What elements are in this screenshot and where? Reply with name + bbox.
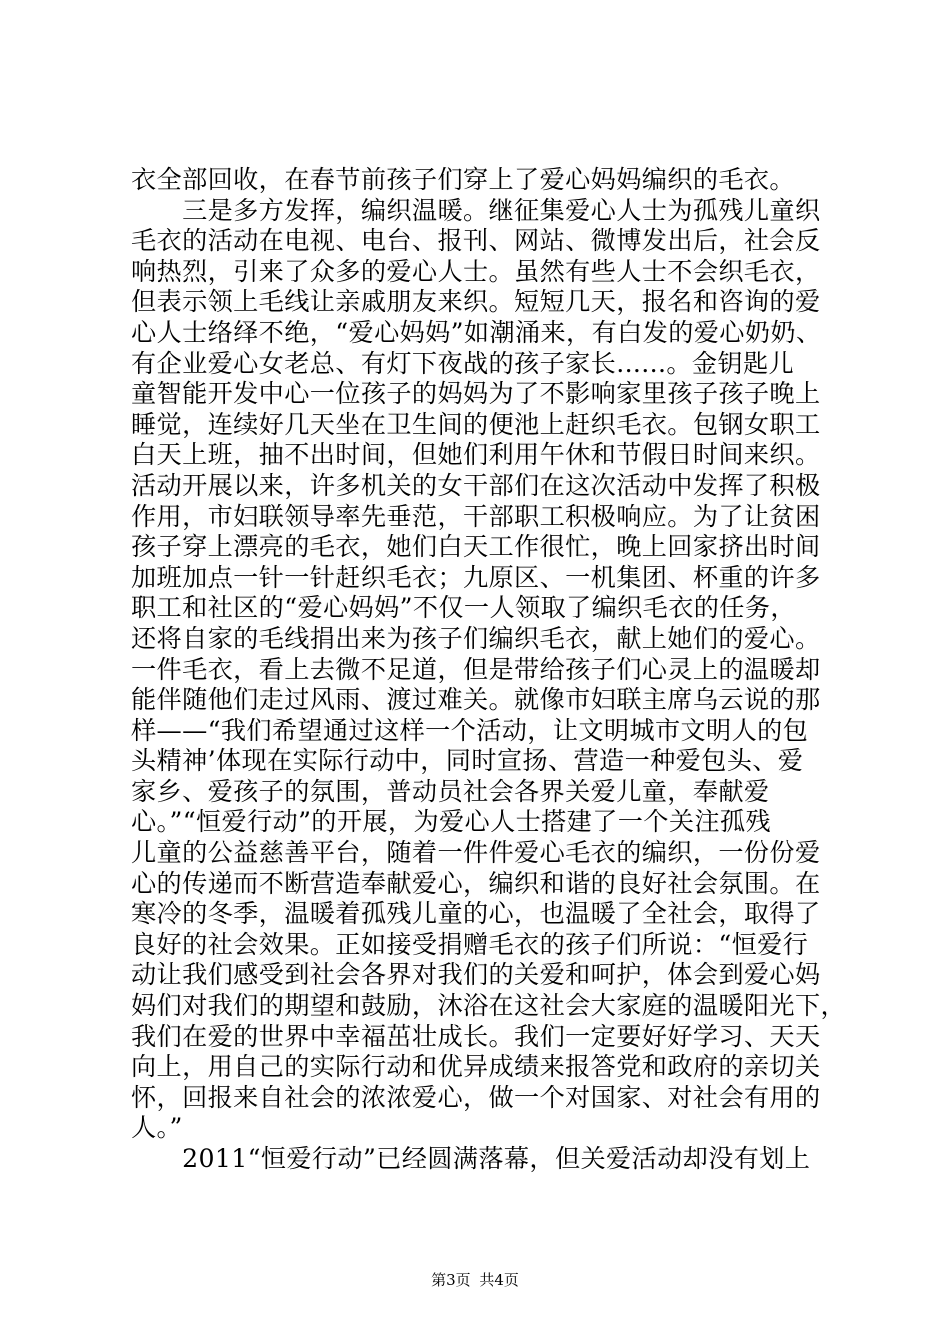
text-line: 能伴随他们走过风雨、渡过难关。就像市妇联主席乌云说的那 bbox=[131, 685, 821, 715]
text-line: 童智能开发中心一位孩子的妈妈为了不影响家里孩子孩子晚上 bbox=[131, 379, 821, 409]
text-line: 儿童的公益慈善平台，随着一件件爱心毛衣的编织，一份份爱 bbox=[131, 838, 821, 868]
text-line: 还将自家的毛线捐出来为孩子们编织毛衣，献上她们的爱心。 bbox=[131, 623, 821, 653]
text-line: 有企业爱心女老总、有灯下夜战的孩子家长......。金钥匙儿 bbox=[131, 348, 795, 378]
text-line: 2011“恒爱行动”已经圆满落幕，但关爱活动却没有划上 bbox=[131, 1144, 811, 1173]
text-line: 头精神’体现在实际行动中，同时宣扬、营造一种爱包头、爱 bbox=[131, 746, 804, 776]
text-line: 动让我们感受到社会各界对我们的关爱和呵护，体会到爱心妈 bbox=[131, 960, 821, 990]
text-line: 心人士络绎不绝，“爱心妈妈”如潮涌来，有白发的爱心奶奶、 bbox=[131, 317, 822, 347]
text-line: 样——“我们希望通过这样一个活动，让文明城市文明人的包 bbox=[131, 715, 809, 745]
page-footer bbox=[0, 1270, 950, 1290]
text-line: 响热烈，引来了众多的爱心人士。虽然有些人士不会织毛衣， bbox=[131, 256, 821, 286]
text-line: 心。”“恒爱行动”的开展，为爱心人士搭建了一个关注孤残 bbox=[131, 807, 771, 837]
text-line: 妈们对我们的期望和鼓励，沐浴在这社会大家庭的温暖阳光下， bbox=[131, 991, 847, 1021]
text-line: 职工和社区的“爱心妈妈”不仅一人领取了编织毛衣的任务， bbox=[131, 593, 796, 623]
text-line: 我们在爱的世界中幸福茁壮成长。我们一定要好好学习、天天 bbox=[131, 1021, 821, 1051]
text-line: 白天上班，抽不出时间，但她们利用午休和节假日时间来织。 bbox=[131, 440, 821, 470]
text-line: 向上，用自己的实际行动和优异成绩来报答党和政府的亲切关 bbox=[131, 1052, 821, 1082]
body-text bbox=[131, 165, 847, 1175]
page-number: 第3页 bbox=[431, 1271, 471, 1289]
text-line: 衣全部回收，在春节前孩子们穿上了爱心妈妈编织的毛衣。 bbox=[131, 165, 795, 194]
text-line: 怀，回报来自社会的浓浓爱心，做一个对国家、对社会有用的 bbox=[131, 1082, 821, 1112]
text-line: 但表示领上毛线让亲戚朋友来织。短短几天，报名和咨询的爱 bbox=[131, 287, 821, 317]
text-line: 加班加点一针一针赶织毛衣；九原区、一机集团、杯重的许多 bbox=[131, 562, 821, 592]
text-line: 毛衣的活动在电视、电台、报刊、网站、微博发出后，社会反 bbox=[131, 226, 821, 256]
text-line: 作用，市妇联领导率先垂范，干部职工积极响应。为了让贫困 bbox=[131, 501, 821, 531]
text-line: 睡觉，连续好几天坐在卫生间的便池上赶织毛衣。包钢女职工 bbox=[131, 409, 821, 439]
text-line: 人。” bbox=[131, 1113, 183, 1143]
text-line: 孩子穿上漂亮的毛衣，她们白天工作很忙，晚上回家挤出时间 bbox=[131, 532, 821, 562]
text-line: 三是多方发挥，编织温暖。继征集爱心人士为孤残儿童织 bbox=[131, 195, 821, 225]
total-pages: 共4页 bbox=[479, 1271, 519, 1289]
text-line: 寒冷的冬季，温暖着孤残儿童的心，也温暖了全社会，取得了 bbox=[131, 899, 821, 929]
text-line: 家乡、爱孩子的氛围，普动员社会各界关爱儿童，奉献爱 bbox=[131, 776, 770, 806]
text-line: 一件毛衣，看上去微不足道，但是带给孩子们心灵上的温暖却 bbox=[131, 654, 821, 684]
text-line: 活动开展以来，许多机关的女干部们在这次活动中发挥了积极 bbox=[131, 470, 821, 500]
text-line: 良好的社会效果。正如接受捐赠毛衣的孩子们所说：“恒爱行 bbox=[131, 929, 809, 959]
text-line: 心的传递而不断营造奉献爱心，编织和谐的良好社会氛围。在 bbox=[131, 868, 821, 898]
